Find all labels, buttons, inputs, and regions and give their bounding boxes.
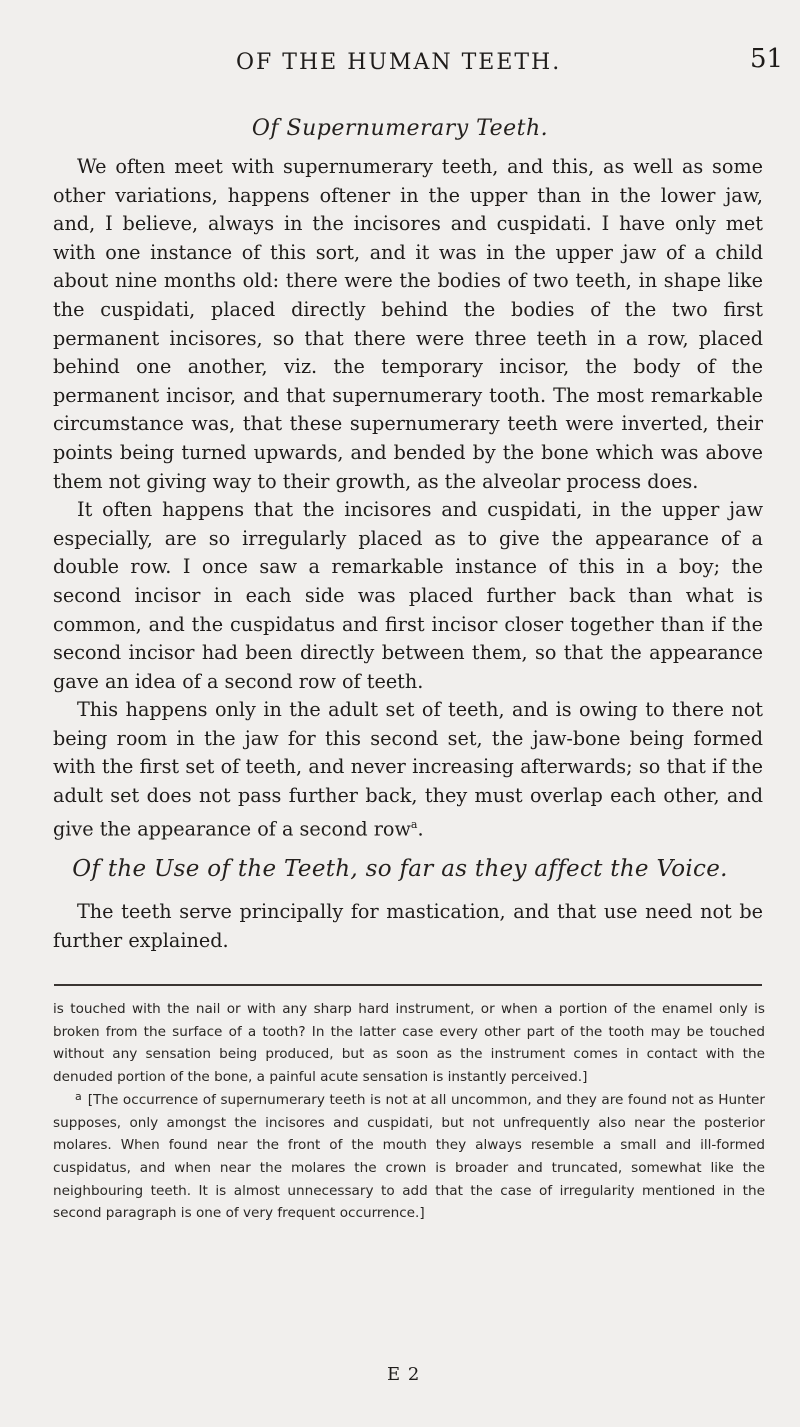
- footnote-text: [The occurrence of supernumerary teeth is not at all uncommon, and they are found not as Hunter supposes, only amongst the incisores and cuspidati, but not unfrequently also near the posterior molares. When found near the front of the mouth they always resemble a small and ill-formed cuspidatus, and when near the molares the crown is broader and truncated, somewhat like the neighbouring teeth. It is almost unnecessary to add that the case of irregularity mentioned in the second paragraph is one of very frequent occurrence.]: [53, 1091, 765, 1222]
- section-body-voice: [53, 898, 763, 955]
- signature-mark: E 2: [387, 1364, 421, 1385]
- footnote-mark: a: [75, 1089, 82, 1103]
- footnote-continued: is touched with the nail or with any sharp hard instrument, or when a portion of the enamel only is broken from the surface of a tooth? In the latter case every other part of the tooth may be touched without any sensation being produced, but as soon as the instrument comes in contact with the denuded portion of the bone, a painful acute sensation is instantly perceived.]: [53, 1001, 765, 1086]
- footnote-reference: a: [410, 817, 418, 831]
- section-heading-voice: Of the Use of the Teeth, so far as they affect the Voice.: [72, 856, 728, 882]
- paragraph: We often meet with supernumerary teeth, and this, as well as some other variations, happens oftener in the upper than in the lower jaw, and, I believe, always in the incisores and cuspidati. I have only met with one instance of this sort, and it was in the upper jaw of a child about nine months old: there were the bodies of two teeth, in shape like the cuspidati, placed directly behind the bodies of the two first permanent incisores, so that there were three teeth in a row, placed behind one another, viz. the temporary incisor, the body of the permanent incisor, and that supernumerary tooth. The most remarkable circumstance was, that these supernumerary teeth were inverted, their points being turned upwards, and bended by the bone which was above them not giving way to their growth, as the alveolar process does.: [53, 155, 763, 493]
- section-heading-supernumerary: Of Supernumerary Teeth.: [251, 116, 549, 141]
- footnotes: [53, 998, 765, 1225]
- paragraph: The teeth serve principally for mastication, and that use need not be further explained.: [53, 900, 763, 952]
- section-body-supernumerary: [53, 153, 763, 844]
- footnote-a: [53, 1089, 765, 1225]
- paragraph: [53, 696, 763, 843]
- paragraph: It often happens that the incisores and cuspidati, in the upper jaw especially, are so irregularly placed as to give the appearance of a double row. I once saw a remarkable instance of this in a boy; the second incisor in each side was placed further back than what is common, and the cuspidatus and first incisor closer together than if the second incisor had been directly between them, so that the appearance gave an idea of a second row of teeth.: [53, 498, 763, 693]
- footnote-divider: [54, 984, 762, 986]
- paragraph-end-period: .: [417, 817, 424, 841]
- running-head: [0, 44, 800, 84]
- paragraph-text: This happens only in the adult set of teeth, and is owing to there not being room in the jaw for this second set, the jaw-bone being formed with the first set of teeth, and never increasing afterwards; so that if the adult set does not pass further back, they must overlap each other, and give the appearance of a second row: [53, 698, 763, 841]
- running-head-title: OF THE HUMAN TEETH.: [236, 50, 562, 75]
- page-number: 51: [750, 44, 784, 74]
